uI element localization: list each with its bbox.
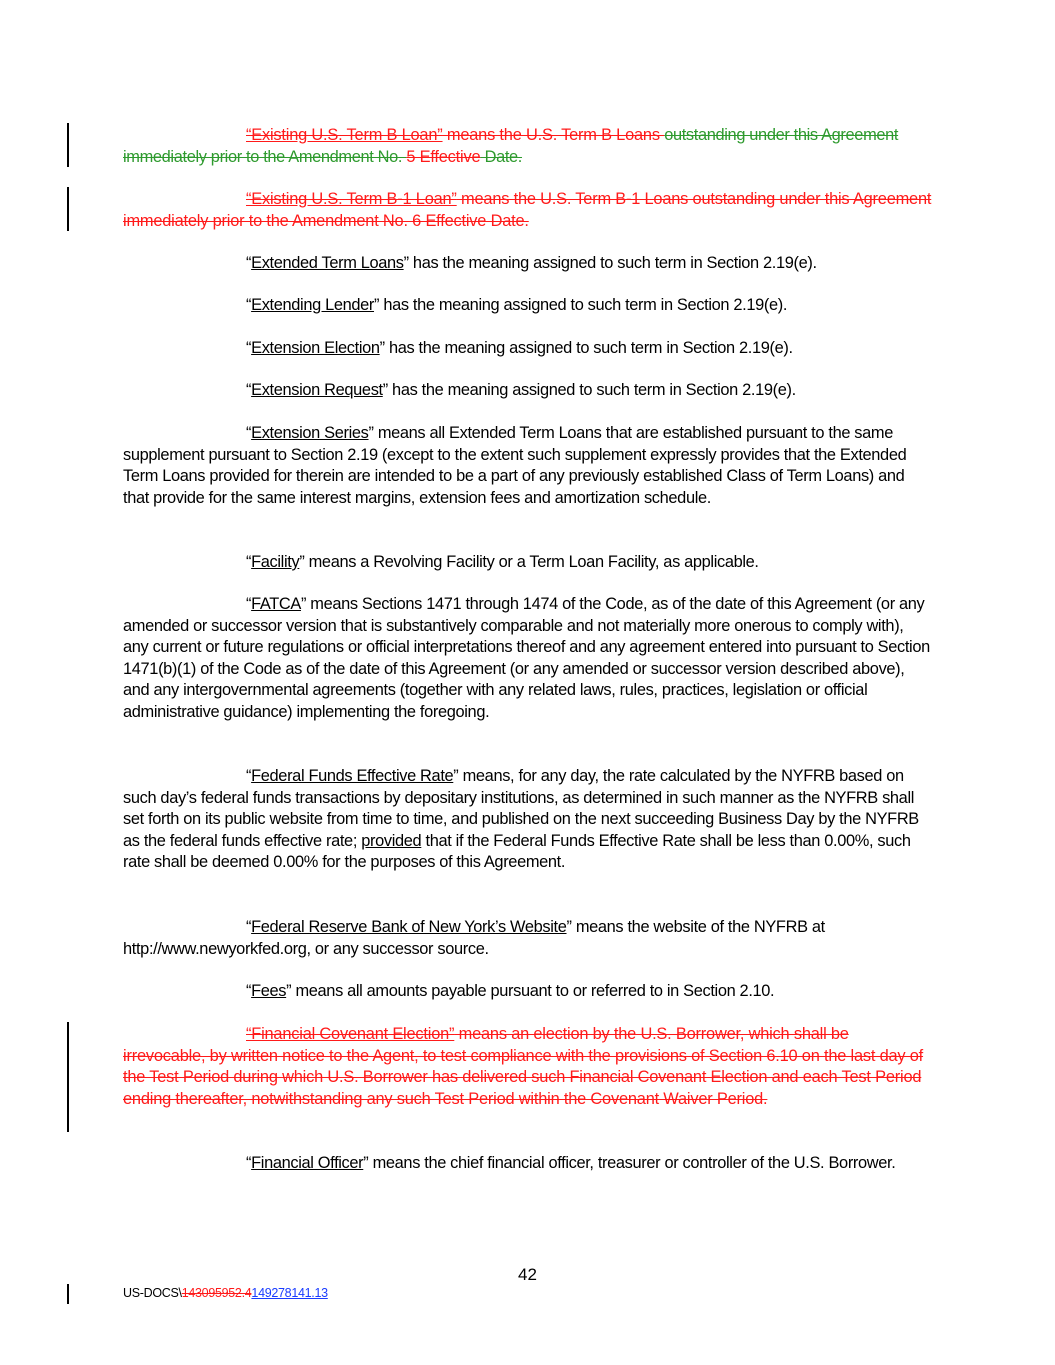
change-bar: [67, 123, 69, 167]
open-quote: “: [246, 424, 252, 442]
definition-text: ” means the chief financial officer, treasurer or controller of the U.S. Borrower.: [363, 1154, 896, 1172]
open-quote: “: [246, 296, 252, 314]
definition-fatca: [123, 594, 933, 724]
definition-extension-election: [123, 338, 933, 360]
defined-term: Extension Election: [251, 339, 380, 357]
definition-financial-covenant-election: [123, 1024, 933, 1110]
defined-term: Extension Series: [251, 424, 369, 442]
definition-text: ” means the website of the NYFRB at http://www.newyorkfed.org, or any successor source.: [123, 918, 825, 958]
defined-term: Financial Officer: [251, 1154, 364, 1172]
definition-extension-series: [123, 423, 933, 509]
definition-fees: [123, 981, 933, 1003]
definition-text: ” has the meaning assigned to such term in Section 2.19(e).: [374, 296, 788, 314]
definition-extended-term-loans: [123, 253, 933, 275]
defined-term: “Financial Covenant Election”: [246, 1025, 455, 1043]
defined-term: Federal Reserve Bank of New York’s Website: [251, 918, 567, 936]
provided-proviso: provided: [361, 831, 422, 850]
definition-text: means the U.S. Term B-1 Loans outstanding under this Agreement immediately prior to the Amendment No. 6 Effective Date.: [123, 190, 932, 230]
definition-text: ” means a Revolving Facility or a Term Loan Facility, as applicable.: [299, 553, 759, 571]
change-bar: [67, 187, 69, 231]
footer-new-id: 149278141.13: [251, 1286, 328, 1300]
open-quote: “: [246, 982, 252, 1000]
definition-text: ” means all Extended Term Loans that are established pursuant to the same supplement pursuant to Section 2.19 (except to the extent such supplement expressly provides that the Extended Term Loans provided for therein are intended to be a part of any previously established Class of Term Loans) and that provide for the same interest margins, extension fees and amortization schedule.: [123, 424, 907, 507]
defined-term: Fees: [251, 982, 287, 1000]
open-quote: “: [246, 767, 252, 785]
definition-federal-funds-effective-rate: [123, 766, 933, 874]
definition-extending-lender: [123, 295, 933, 317]
defined-term: “Existing U.S. Term B Loan”: [246, 126, 443, 144]
definition-existing-us-term-b1-loan: [123, 189, 933, 232]
open-quote: “: [246, 553, 252, 571]
open-quote: “: [246, 595, 252, 613]
definition-text: ” has the meaning assigned to such term in Section 2.19(e).: [403, 254, 817, 272]
definition-existing-us-term-b-loan: [123, 125, 933, 168]
definition-frbny-website: [123, 917, 933, 960]
open-quote: “: [246, 381, 252, 399]
page-number: 42: [518, 1265, 537, 1284]
defined-term: Facility: [251, 553, 300, 571]
definition-facility: [123, 552, 933, 574]
definition-text-after: that if the Federal Funds Effective Rate shall be less than 0.00%, such rate shall be deemed 0.00% for the purposes of this Agreement.: [123, 831, 911, 872]
definition-text-green: Date.: [480, 147, 523, 166]
definition-text: ” means, for any day, the rate calculated by the NYFRB based on such day’s federal funds transactions by depositary institutions, as determined in such manner as the NYFRB shall set forth on its public website from time to time, and published on the next succeeding Business Day by the NYFRB as the federal funds effective rate;: [123, 767, 919, 850]
definition-text: ” has the meaning assigned to such term in Section 2.19(e).: [379, 339, 793, 357]
definition-text: ” has the meaning assigned to such term in Section 2.19(e).: [382, 381, 796, 399]
defined-term: Extending Lender: [251, 296, 375, 314]
defined-term: Extension Request: [251, 381, 383, 399]
definition-extension-request: [123, 380, 933, 402]
defined-term: Federal Funds Effective Rate: [251, 767, 454, 785]
change-bar: [67, 1022, 69, 1132]
definition-text-green: outstanding under this Agreement immediately prior to the Amendment No.: [123, 126, 899, 166]
definition-text: means the U.S. Term B Loans: [442, 126, 665, 144]
definition-text: means an election by the U.S. Borrower, which shall be irrevocable, by written notice to the Agent, to test compliance with the provisions of Section 6.10 on the last day of the Test Period during which U.S. Borrower has delivered such Financial Covenant Election and each Test Period ending thereafter, notwithstanding any such Test Period within the Covenant Waiver Period.: [123, 1025, 924, 1108]
open-quote: “: [246, 1154, 252, 1172]
defined-term: Extended Term Loans: [251, 254, 404, 272]
definition-text: ” means all amounts payable pursuant to or referred to in Section 2.10.: [286, 982, 775, 1000]
definition-text: ” means Sections 1471 through 1474 of the Code, as of the date of this Agreement (or any amended or successor version that is substantively comparable and not materially more onerous to comply with), any current or future regulations or official interpretations thereof and any agreement entered into pursuant to Section 1471(b)(1) of the Code as of the date of this Agreement (or any amended or successor version described above), and any intergovernmental agreements (together with any related laws, rules, practices, legislation or official administrative guidance) implementing the foregoing.: [123, 595, 930, 721]
definition-financial-officer: [123, 1153, 933, 1175]
change-bar: [67, 1284, 69, 1304]
defined-term: “Existing U.S. Term B-1 Loan”: [246, 190, 457, 208]
footer-prefix: US-DOCS\: [123, 1286, 182, 1300]
open-quote: “: [246, 918, 252, 936]
footer-old-id: 143095952.4: [181, 1286, 252, 1300]
footer-doc-id: [123, 1286, 328, 1300]
open-quote: “: [246, 339, 252, 357]
open-quote: “: [246, 254, 252, 272]
defined-term: FATCA: [251, 595, 301, 613]
definition-text-red: 5 Effective: [406, 147, 481, 166]
